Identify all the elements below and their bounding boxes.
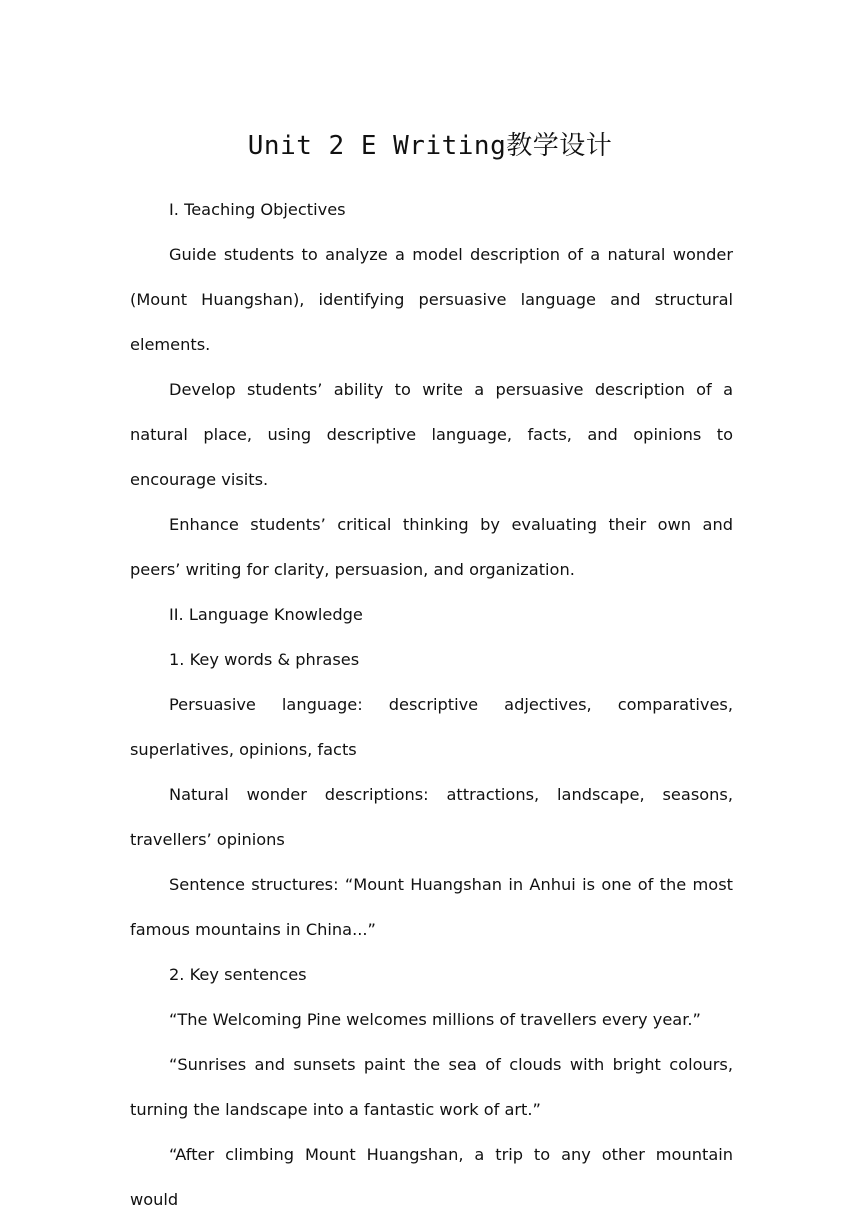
key-words-sentence-structures: Sentence structures: “Mount Huangshan in Anhui is one of the most famous mountains in China...” — [130, 875, 733, 939]
objective-paragraph-1: Guide students to analyze a model description of a natural wonder (Mount Huangshan), identifying persuasive language and structural elements. — [130, 245, 733, 354]
objective-paragraph-2: Develop students’ ability to write a persuasive description of a natural place, using descriptive language, facts, and opinions to encourage visits. — [130, 380, 733, 489]
key-words-natural-wonder: Natural wonder descriptions: attractions, landscape, seasons, travellers’ opinions — [130, 785, 733, 849]
document-body — [130, 187, 733, 1222]
key-sentence-1: “The Welcoming Pine welcomes millions of travellers every year.” — [169, 1010, 701, 1029]
subheading-key-sentences: 2. Key sentences — [169, 965, 307, 984]
document-title: Unit 2 E Writing教学设计 — [247, 131, 613, 161]
section-heading-objectives: I. Teaching Objectives — [169, 200, 346, 219]
key-sentence-3: “After climbing Mount Huangshan, a trip to any other mountain would — [130, 1145, 733, 1209]
section-heading-language-knowledge: II. Language Knowledge — [169, 605, 363, 624]
subheading-key-words: 1. Key words & phrases — [169, 650, 360, 669]
key-sentence-2: “Sunrises and sunsets paint the sea of clouds with bright colours, turning the landscape into a fantastic work of art.” — [130, 1055, 733, 1119]
key-words-persuasive-language: Persuasive language: descriptive adjectives, comparatives, superlatives, opinions, facts — [130, 695, 733, 759]
objective-paragraph-3: Enhance students’ critical thinking by evaluating their own and peers’ writing for clarity, persuasion, and organization. — [130, 515, 733, 579]
